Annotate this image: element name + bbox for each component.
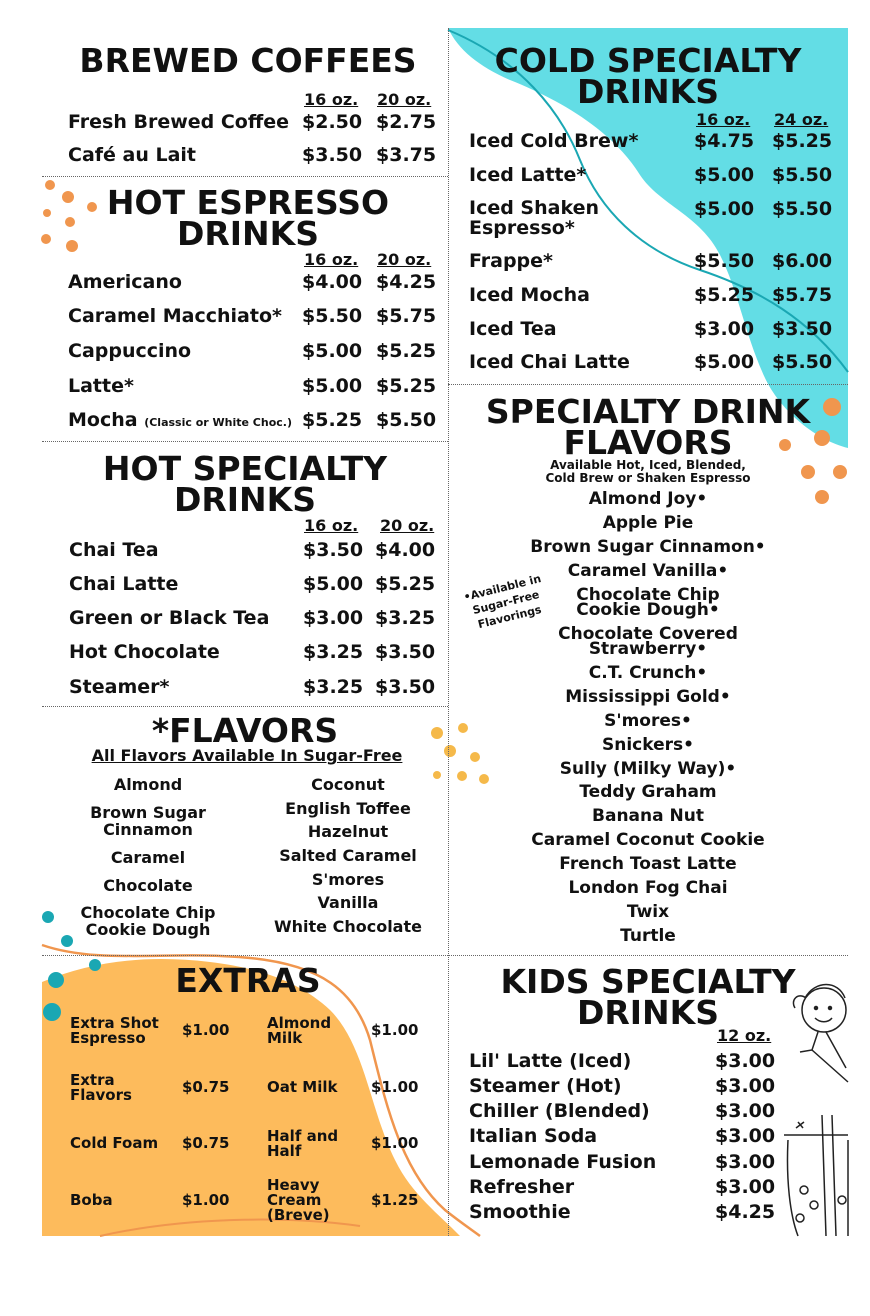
- divider-cold: [448, 384, 848, 385]
- specialty-flavor-item: French Toast Latte: [559, 854, 737, 874]
- menu-item-name: [68, 409, 292, 431]
- kids-item-price: $3.00: [715, 1050, 776, 1072]
- menu-item-name: Café au Lait: [68, 144, 197, 166]
- menu-item-name: Fresh Brewed Coffee: [68, 111, 290, 133]
- kids-item-name: Refresher: [469, 1176, 575, 1198]
- menu-item-name: Cappuccino: [68, 340, 192, 362]
- brewed-title: BREWED COFFEES: [79, 41, 417, 80]
- specialty-subtitle-line1: Available Hot, Iced, Blended,: [550, 458, 746, 472]
- extra-item-name: Almond Milk: [267, 1014, 332, 1047]
- extra-item-name: Half and Half: [267, 1127, 339, 1160]
- kids-item-price: $3.00: [715, 1125, 776, 1147]
- kids-title-line1: KIDS SPECIALTY: [500, 962, 796, 1001]
- menu-item-price: $5.50: [376, 409, 437, 431]
- specialty-flavor-item: London Fog Chai: [568, 878, 728, 898]
- flavor-item: Chocolate: [103, 876, 193, 895]
- specialty-subtitle-line2: Cold Brew or Shaken Espresso: [545, 471, 751, 485]
- brewed-size-1: 16 oz.: [304, 90, 359, 109]
- hot-specialty-size-2: 20 oz.: [380, 516, 435, 535]
- menu-item-price: $3.25: [303, 641, 364, 663]
- specialty-flavor-item: Apple Pie: [602, 513, 694, 533]
- menu-item-name: [469, 198, 649, 238]
- hot-specialty-title-line2: DRINKS: [173, 480, 317, 519]
- menu-item-name: Chai Latte: [69, 573, 179, 595]
- menu-item-price: $3.50: [375, 641, 436, 663]
- specialty-flavor-item: Twix: [626, 902, 670, 922]
- menu-item-price: $4.25: [376, 271, 437, 293]
- brewed-size-2: 20 oz.: [377, 90, 432, 109]
- kids-item-name: Italian Soda: [469, 1125, 598, 1147]
- menu-item-price: $5.00: [694, 351, 755, 373]
- divider-brewed: [42, 176, 448, 177]
- menu-item-price: $5.25: [772, 130, 833, 152]
- specialty-flavor-item: Brown Sugar Cinnamon•: [530, 537, 766, 557]
- extra-item-price: $1.25: [371, 1191, 419, 1209]
- menu-item-price: $4.00: [375, 539, 436, 561]
- flavor-item: S'mores: [311, 870, 385, 889]
- menu-item-price: $3.50: [302, 144, 363, 166]
- specialty-flavor-item: C.T. Crunch•: [588, 663, 708, 683]
- menu-item-price: $5.00: [694, 164, 755, 186]
- menu-item-price: $5.25: [376, 375, 437, 397]
- specialty-flavor-item: Almond Joy•: [588, 489, 708, 509]
- menu-item-price: $5.75: [376, 305, 437, 327]
- menu-item-price: $5.00: [302, 375, 363, 397]
- sugar-free-note: •Available in Sugar-Free Flavorings: [462, 572, 543, 632]
- flavor-item: English Toffee: [285, 799, 411, 818]
- menu-item-price: $3.25: [375, 607, 436, 629]
- flavors-title: *FLAVORS: [151, 711, 339, 750]
- extra-item-name: Oat Milk: [267, 1078, 338, 1096]
- menu-item-name: Hot Chocolate: [69, 641, 220, 663]
- specialty-flavor-item: Mississippi Gold•: [565, 687, 731, 707]
- kids-item-price: $3.00: [715, 1151, 776, 1173]
- extra-item-price: $0.75: [182, 1134, 230, 1152]
- extra-item-price: $1.00: [182, 1191, 230, 1209]
- divider-hot-specialty: [42, 706, 448, 707]
- specialty-flavor-item: Chocolate Covered: [558, 624, 738, 644]
- mocha-label: Mocha: [68, 409, 138, 431]
- kids-item-name: Lil' Latte (Iced): [469, 1050, 632, 1072]
- menu-item-name: Americano: [68, 271, 182, 293]
- menu-item-price: $5.00: [694, 198, 755, 220]
- specialty-flavor-item: Banana Nut: [592, 806, 704, 826]
- menu-item-price: $6.00: [772, 250, 833, 272]
- menu-item-name-text: Iced Shaken Espresso*: [469, 197, 600, 239]
- menu-item-price: $3.50: [772, 318, 833, 340]
- flavor-item: Caramel: [110, 848, 186, 867]
- extra-item-price: $0.75: [182, 1078, 230, 1096]
- hot-specialty-title-line1: HOT SPECIALTY: [102, 449, 388, 488]
- extra-item-name: Extra Shot Espresso: [70, 1014, 159, 1047]
- menu-item-name: Caramel Macchiato*: [68, 305, 282, 327]
- menu-item-name: Frappe*: [469, 250, 553, 272]
- menu-item-price: $5.25: [375, 573, 436, 595]
- specialty-flavor-item: Snickers•: [602, 735, 694, 755]
- menu-item-name: Green or Black Tea: [69, 607, 270, 629]
- menu-item-name: Steamer*: [69, 676, 170, 698]
- cold-size-2: 24 oz.: [774, 110, 829, 129]
- extra-item-price: $1.00: [371, 1078, 419, 1096]
- espresso-size-1: 16 oz.: [304, 250, 359, 269]
- menu-item-price: $5.50: [772, 351, 833, 373]
- flavor-item-text: Chocolate Chip Cookie Dough: [80, 903, 216, 939]
- extra-item-name: Boba: [70, 1191, 113, 1209]
- extra-item-price: $1.00: [182, 1021, 230, 1039]
- menu-item-price: $5.50: [694, 250, 755, 272]
- extra-item-price: $1.00: [371, 1134, 419, 1152]
- extra-item-price: $1.00: [371, 1021, 419, 1039]
- hot-specialty-size-1: 16 oz.: [304, 516, 359, 535]
- menu-item-price: $5.50: [772, 198, 833, 220]
- menu-item-price: $5.00: [303, 573, 364, 595]
- menu-item-price: $5.25: [376, 340, 437, 362]
- menu-item-name: Chai Tea: [69, 539, 159, 561]
- flavor-item: Coconut: [311, 775, 385, 794]
- flavor-item: White Chocolate: [274, 917, 422, 936]
- kids-item-name: Steamer (Hot): [469, 1075, 622, 1097]
- kids-item-name: Lemonade Fusion: [469, 1151, 657, 1173]
- center-divider: [448, 28, 449, 1236]
- hot-espresso-title-line2: DRINKS: [176, 214, 320, 253]
- menu-item-price: $4.00: [302, 271, 363, 293]
- specialty-flavor-item: Chocolate Chip: [576, 585, 720, 605]
- divider-flavors: [42, 955, 448, 956]
- flavor-item: [58, 804, 238, 838]
- menu-item-price: $5.25: [302, 409, 363, 431]
- flavor-item: Hazelnut: [307, 822, 389, 841]
- flavor-item: Salted Caramel: [279, 846, 417, 865]
- flavor-item-text: Brown Sugar Cinnamon: [90, 803, 206, 839]
- menu-item-price: $4.75: [694, 130, 755, 152]
- menu-item-name: Iced Chai Latte: [469, 351, 630, 373]
- extra-item-name: Cold Foam: [70, 1134, 159, 1152]
- specialty-flavor-item: Sully (Milky Way)•: [559, 759, 737, 779]
- kids-item-price: $3.00: [715, 1075, 776, 1097]
- espresso-size-2: 20 oz.: [377, 250, 432, 269]
- menu-item-price: $3.00: [303, 607, 364, 629]
- cold-title-line1: COLD SPECIALTY: [494, 41, 802, 80]
- menu-item-price: $2.75: [376, 111, 437, 133]
- menu-item-price: $3.50: [375, 676, 436, 698]
- menu-item-price: $5.75: [772, 284, 833, 306]
- menu-item-price: $2.50: [302, 111, 363, 133]
- divider-espresso: [42, 441, 448, 442]
- flavor-item: Almond: [113, 775, 183, 794]
- menu-item-name: Iced Cold Brew*: [469, 130, 639, 152]
- kids-item-name: Smoothie: [469, 1201, 571, 1223]
- specialty-flavor-item: S'mores•: [604, 711, 692, 731]
- flavor-item: Vanilla: [317, 893, 379, 912]
- specialty-flavor-item: Caramel Coconut Cookie: [531, 830, 765, 850]
- kids-item-name: Chiller (Blended): [469, 1100, 650, 1122]
- cold-size-1: 16 oz.: [696, 110, 751, 129]
- specialty-flavor-item: Caramel Vanilla•: [567, 561, 729, 581]
- menu-item-price: $3.50: [303, 539, 364, 561]
- menu-item-price: $5.25: [694, 284, 755, 306]
- kids-item-price: $4.25: [715, 1201, 776, 1223]
- menu-item-price: $5.00: [302, 340, 363, 362]
- boba-cup-doodle: [784, 1115, 848, 1236]
- menu-item-name: Iced Latte*: [469, 164, 587, 186]
- specialty-flavor-item: Strawberry•: [588, 639, 708, 659]
- specialty-flavor-item: Cookie Dough•: [576, 600, 720, 620]
- menu-item-price: $5.50: [302, 305, 363, 327]
- menu-item-price: $3.75: [376, 144, 437, 166]
- flavor-item: [58, 904, 238, 938]
- menu-item-price: $3.00: [694, 318, 755, 340]
- menu-item-price: $5.50: [772, 164, 833, 186]
- specialty-title-line1: SPECIALTY DRINK: [485, 392, 811, 431]
- flavors-subtitle: All Flavors Available In Sugar-Free: [91, 746, 403, 765]
- menu-item-name: Iced Mocha: [469, 284, 591, 306]
- mocha-note: (Classic or White Choc.): [144, 416, 292, 429]
- specialty-flavor-item: Teddy Graham: [579, 782, 717, 802]
- cold-title-line2: DRINKS: [576, 72, 720, 111]
- hot-espresso-title-line1: HOT ESPRESSO: [106, 183, 390, 222]
- kids-title-line2: DRINKS: [576, 993, 720, 1032]
- kids-item-price: $3.00: [715, 1176, 776, 1198]
- extras-title: EXTRAS: [175, 961, 321, 1000]
- extra-item-name: Extra Flavors: [70, 1071, 132, 1104]
- menu-item-name: Latte*: [68, 375, 134, 397]
- kids-size: 12 oz.: [717, 1026, 772, 1045]
- menu-item-price: $3.25: [303, 676, 364, 698]
- specialty-title-line2: FLAVORS: [563, 423, 733, 462]
- extra-item-name: Heavy Cream (Breve): [267, 1176, 330, 1224]
- menu-item-name: Iced Tea: [469, 318, 557, 340]
- kids-item-price: $3.00: [715, 1100, 776, 1122]
- specialty-flavor-item: Turtle: [620, 926, 676, 946]
- divider-specialty: [448, 955, 848, 956]
